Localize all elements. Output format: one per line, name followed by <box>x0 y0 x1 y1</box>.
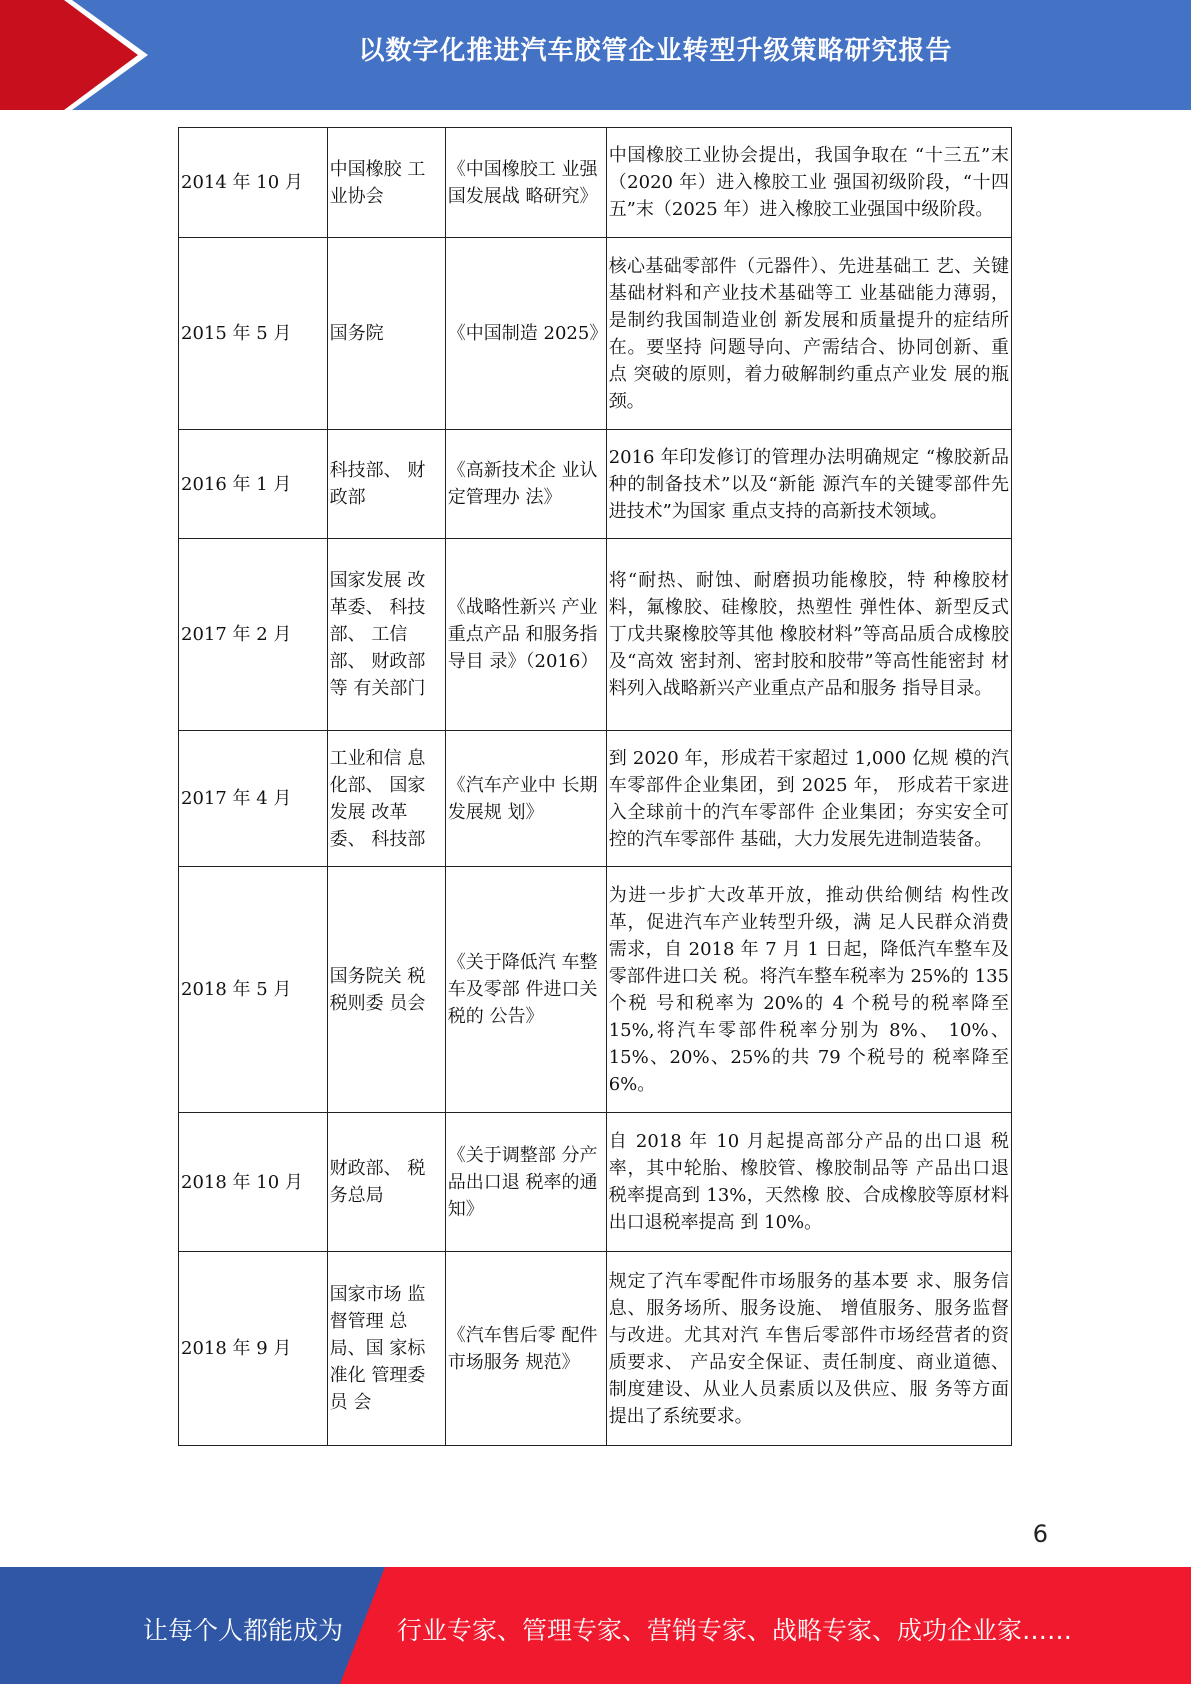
table-row <box>179 731 1012 867</box>
policy-department: 国务院 <box>327 238 445 430</box>
policy-content: 为进一步扩大改革开放，推动供给侧结 构性改革，促进汽车产业转型升级，满 足人民群众消费需求，自 2018 年 7 月 1 日起，降低汽车整车及零部件进口关 税。将汽车整车税率为 25%的 135 个税 号和税率为 20%的 4 个税号的税率降至 15%,将汽车零部件税率分别为 8%、 10%、15%、20%、25%的共 79 个税号的 税率降至 6%。 <box>606 867 1011 1113</box>
table-row <box>179 1113 1012 1252</box>
header-red-arrow-decoration <box>0 0 140 110</box>
report-title: 以数字化推进汽车胶管企业转型升级策略研究报告 <box>358 36 953 66</box>
page-number: 6 <box>1032 1520 1048 1548</box>
table-row <box>179 128 1012 238</box>
policy-department: 财政部、 税务总局 <box>327 1113 445 1252</box>
policy-document: 《高新技术企 业认定管理办 法》 <box>445 430 606 539</box>
policy-content: 核心基础零部件（元器件）、先进基础工 艺、关键基础材料和产业技术基础等工 业基础能力薄弱，是制约我国制造业创 新发展和质量提升的症结所在。要坚持 问题导向、产需结合、协同创新、重点 突破的原则，着力破解制约重点产业发 展的瓶颈。 <box>606 238 1011 430</box>
policy-document: 《关于降低汽 车整车及零部 件进口关税的 公告》 <box>445 867 606 1113</box>
policy-date: 2018 年 5 月 <box>179 867 328 1113</box>
policy-content: 自 2018 年 10 月起提高部分产品的出口退 税率，其中轮胎、橡胶管、橡胶制品等 产品出口退税率提高到 13%，天然橡 胶、合成橡胶等原材料出口退税率提高 到 10%。 <box>606 1113 1011 1252</box>
policy-department: 中国橡胶 工业协会 <box>327 128 445 238</box>
footer-slogan-left: 让每个人都能成为 <box>143 1616 344 1645</box>
policy-department: 科技部、 财政部 <box>327 430 445 539</box>
policy-department: 国家市场 监督管理 总局、国 家标准化 管理委员 会 <box>327 1252 445 1446</box>
policy-document: 《汽车售后零 配件市场服务 规范》 <box>445 1252 606 1446</box>
policy-date: 2018 年 9 月 <box>179 1252 328 1446</box>
policy-date: 2017 年 4 月 <box>179 731 328 867</box>
policy-content: 规定了汽车零配件市场服务的基本要 求、服务信息、服务场所、服务设施、 增值服务、服务监督与改进。尤其对汽 车售后零部件市场经营者的资质要求、 产品安全保证、责任制度、商业道德、 制度建设、从业人员素质以及供应、服 务等方面提出了系统要求。 <box>606 1252 1011 1446</box>
policy-content: 到 2020 年，形成若干家超过 1,000 亿规 模的汽车零部件企业集团，到 2025 年， 形成若干家进入全球前十的汽车零部件 企业集团；夯实安全可控的汽车零部件 基础，大力发展先进制造装备。 <box>606 731 1011 867</box>
footer-slogan-right: 行业专家、管理专家、营销专家、战略专家、成功企业家…… <box>397 1616 1073 1645</box>
policy-date: 2015 年 5 月 <box>179 238 328 430</box>
policy-date: 2016 年 1 月 <box>179 430 328 539</box>
policy-date: 2014 年 10 月 <box>179 128 328 238</box>
policy-document: 《中国制造 2025》 <box>445 238 606 430</box>
policy-document: 《战略性新兴 产业重点产品 和服务指导目 录》（2016） <box>445 539 606 731</box>
page-header <box>0 0 1191 110</box>
policy-department: 工业和信 息化部、 国家发展 改革委、 科技部 <box>327 731 445 867</box>
page-footer <box>0 1567 1191 1684</box>
table-row <box>179 430 1012 539</box>
policy-document: 《汽车产业中 长期发展规 划》 <box>445 731 606 867</box>
policy-department: 国家发展 改革委、 科技部、 工信部、 财政部等 有关部门 <box>327 539 445 731</box>
policy-date: 2017 年 2 月 <box>179 539 328 731</box>
policy-document: 《关于调整部 分产品出口退 税率的通知》 <box>445 1113 606 1252</box>
policy-content: 2016 年印发修订的管理办法明确规定 “橡胶新品种的制备技术”以及“新能 源汽车的关键零部件先进技术”为国家 重点支持的高新技术领域。 <box>606 430 1011 539</box>
table-row <box>179 1252 1012 1446</box>
policy-date: 2018 年 10 月 <box>179 1113 328 1252</box>
table-row <box>179 539 1012 731</box>
policy-department: 国务院关 税税则委 员会 <box>327 867 445 1113</box>
policy-content: 中国橡胶工业协会提出，我国争取在 “十三五”末（2020 年）进入橡胶工业 强国初级阶段，“十四五”末（2025 年）进入橡胶工业强国中级阶段。 <box>606 128 1011 238</box>
policy-content: 将“耐热、耐蚀、耐磨损功能橡胶，特 种橡胶材料，氟橡胶、硅橡胶，热塑性 弹性体、新型反式丁戊共聚橡胶等其他 橡胶材料”等高品质合成橡胶及“高效 密封剂、密封胶和胶带”等高性能密封 材料列入战略新兴产业重点产品和服务 指导目录。 <box>606 539 1011 731</box>
table-row <box>179 867 1012 1113</box>
table-row <box>179 238 1012 430</box>
policy-document: 《中国橡胶工 业强国发展战 略研究》 <box>445 128 606 238</box>
policy-table <box>178 127 1012 1446</box>
